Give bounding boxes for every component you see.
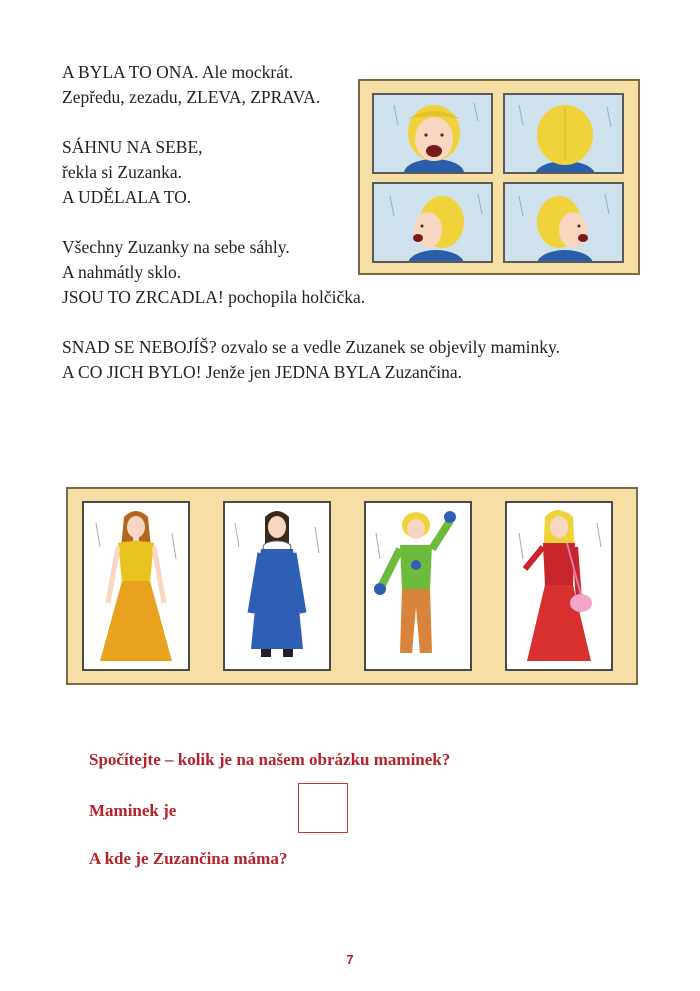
story-line: Všechny Zuzanky na sebe sáhly. — [62, 237, 290, 257]
story-line: řekla si Zuzanka. — [62, 162, 183, 182]
question-count-mothers: Spočítejte – kolik je na našem obrázku maminek? — [89, 750, 451, 769]
story-line: JSOU TO ZRCADLA! pochopila holčička. — [62, 287, 366, 307]
story-line: A UDĚLALA TO. — [62, 187, 192, 207]
story-line: A nahmátly sklo. — [62, 262, 182, 282]
reflection-right — [503, 182, 624, 263]
story-line: A CO JICH BYLO! Jenže jen JEDNA BYLA Zuzančina. — [62, 362, 463, 382]
question-mothers-count-label: Maminek je — [89, 801, 177, 820]
page-number: 7 — [346, 952, 354, 967]
reflection-left — [372, 182, 493, 263]
paragraph-4 — [62, 335, 662, 385]
mother-green-sweater — [364, 501, 472, 671]
story-line: Zepředu, zezadu, ZLEVA, ZPRAVA. — [62, 87, 321, 107]
mother-yellow-dress — [82, 501, 190, 671]
story-line: A BYLA TO ONA. Ale mockrát. — [62, 62, 294, 82]
question-where-mother: A kde je Zuzančina máma? — [89, 849, 288, 868]
answer-box[interactable] — [298, 783, 348, 833]
story-line: SNAD SE NEBOJÍŠ? ozvalo se a vedle Zuzanek se objevily maminky. — [62, 337, 560, 357]
mothers-mirrors-illustration — [66, 487, 638, 685]
mother-red-dress — [505, 501, 613, 671]
mother-blue-coat — [223, 501, 331, 671]
mirror-window-illustration — [358, 79, 640, 275]
reflection-front — [372, 93, 493, 174]
story-line: SÁHNU NA SEBE, — [62, 137, 203, 157]
reflection-back — [503, 93, 624, 174]
